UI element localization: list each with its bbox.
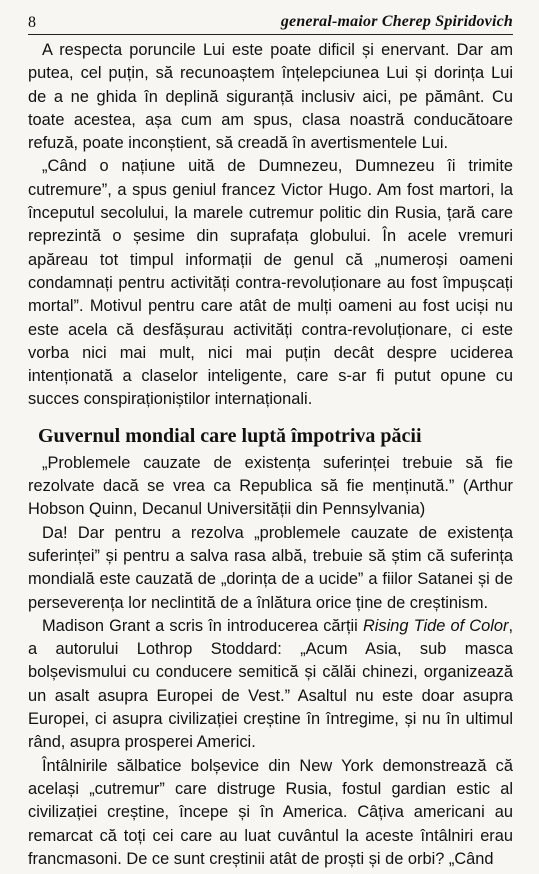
grant-text-end: , a autorului Lothrop Stoddard: „Acum Asia, sub masca bolșevismului cu conducere semitică și călăi chinezi, organizează un asalt asupra Europei de Vest.” Asaltul nu este doar asupra Europei, ci asupra civilizației creștine în întregime, și nu în ultimul rând, asupra prosperei Americi. [28, 616, 513, 752]
paragraph-victor-hugo: „Când o națiune uită de Dumnezeu, Dumnezeu îi trimite cutremure”, a spus geniul francez Victor Hugo. Am fost martori, la începutul secolului, la marele cutremur politic din Rusia, țară care reprezintă o șesime din suprafața globului. În acele vremuri apăreau tot timpul informații de genul că „numeroși oameni condamnați pentru activități contra-revoluționare au fost împușcați mortal”. Motivul pentru care atât de mulți oameni au fost uciși nu este acela că desfășurau activități contra-revoluționare, ci este vorba nici mai mult, nici mai puțin decât despre uciderea intenționată a claselor inteligente, care s-ar fi putut opune cu succes conspiraționiștilor internaționali. [28, 157, 513, 409]
page-header [28, 12, 513, 35]
book-title: Rising Tide of Color [362, 616, 509, 635]
paragraph-suffering: Da! Dar pentru a rezolva „problemele cauzate de existența suferinței” și pentru a salva rasa albă, trebuie să știm că suferința mondială este cauzată de „dorința de a ucide” a fiilor Satanei și de perseverența lor neclintită de a înlătura orice ține de creștinism. [28, 523, 513, 612]
running-title: general-maior Cherep Spiridovich [280, 13, 513, 30]
paragraph-madison-grant [28, 615, 513, 755]
page-number: 8 [28, 14, 36, 31]
paragraph-quinn-quote: „Problemele cauzate de existența suferinței trebuie să fie rezolvate dacă se vrea ca Republica să fie menținută.” (Arthur Hobson Quinn, Decanul Universității din Pennsylvania) [28, 453, 513, 519]
paragraph-commandments: A respecta poruncile Lui este poate dificil și enervant. Dar am putea, cel puțin, să recunoaștem înțelepciunea Lui și dorința Lui de a ne ghida în deplină siguranță inclusiv aici, pe pământ. Cu toate acestea, așa cum am spus, clasa noastră conducătoare refuză, poate inconștient, să creadă în avertismentele Lui. [28, 41, 513, 153]
paragraph-new-york: Întâlnirile sălbatice bolșevice din New York demonstrează că același „cutremur” care distruge Rusia, fostul gardian estic al civilizației creștine, începe și în America. Câțiva americani au remarcat că toți cei care au luat cuvântul la aceste întâlniri erau francmasoni. De ce sunt creștinii atât de proști și de orbi? „Când [28, 756, 513, 868]
section-heading: Guvernul mondial care luptă împotriva păcii [38, 424, 422, 447]
grant-text-start: Madison Grant a scris în introducerea cărții [42, 616, 363, 635]
